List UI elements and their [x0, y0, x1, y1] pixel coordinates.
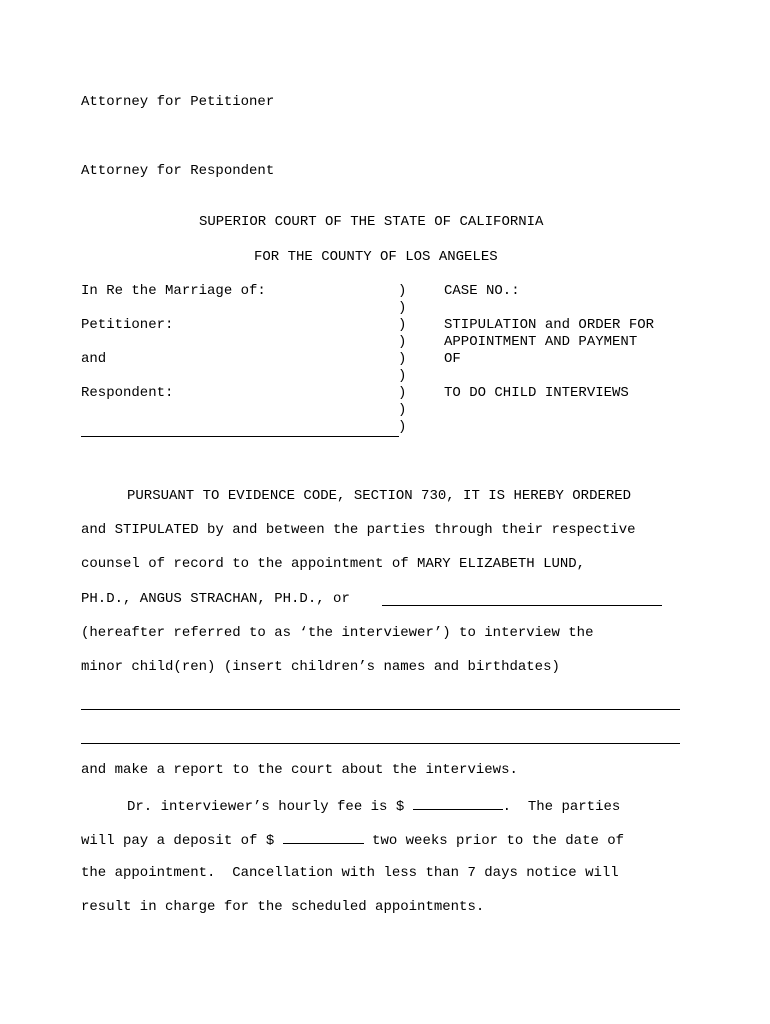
body-line-11: result in charge for the scheduled appointments.	[81, 899, 485, 915]
caption-paren: )	[398, 368, 407, 384]
caption-underline	[81, 436, 399, 437]
caption-paren: )	[398, 402, 407, 418]
court-name: SUPERIOR COURT OF THE STATE OF CALIFORNIA	[199, 214, 544, 230]
deposit-line	[81, 830, 624, 850]
hourly-fee-blank[interactable]	[413, 796, 503, 810]
caption-paren: )	[398, 419, 407, 435]
body-line-3: counsel of record to the appointment of MARY ELIZABETH LUND,	[81, 556, 586, 572]
document-title-line4: TO DO CHILD INTERVIEWS	[444, 385, 629, 401]
caption-paren: )	[398, 351, 407, 367]
caption-petitioner-label: Petitioner:	[81, 317, 174, 333]
court-county: FOR THE COUNTY OF LOS ANGELES	[254, 249, 498, 265]
attorney-for-petitioner: Attorney for Petitioner	[81, 94, 275, 110]
interviewer-name-blank[interactable]	[382, 605, 662, 606]
body-line-10: the appointment. Cancellation with less than 7 days notice will	[81, 865, 619, 881]
fee-line	[127, 796, 620, 816]
caption-paren: )	[398, 300, 407, 316]
caption-paren: )	[398, 334, 407, 350]
children-names-blank-2[interactable]	[81, 743, 680, 744]
document-title-line1: STIPULATION and ORDER FOR	[444, 317, 655, 333]
body-line-6: minor child(ren) (insert children’s names and birthdates)	[81, 659, 560, 675]
body-line-7: and make a report to the court about the interviews.	[81, 762, 518, 778]
case-number-label: CASE NO.:	[444, 283, 520, 299]
body-line-4	[81, 591, 350, 608]
body-line-4-text: PH.D., ANGUS STRACHAN, PH.D., or	[81, 591, 350, 607]
children-names-blank-1[interactable]	[81, 709, 680, 710]
deposit-prefix: will pay a deposit of $	[81, 833, 275, 849]
deposit-suffix: two weeks prior to the date of	[372, 833, 625, 849]
caption-respondent-label: Respondent:	[81, 385, 174, 401]
caption-and-label: and	[81, 351, 107, 367]
body-line-1: PURSUANT TO EVIDENCE CODE, SECTION 730, IT IS HEREBY ORDERED	[127, 488, 632, 504]
body-line-2: and STIPULATED by and between the parties through their respective	[81, 522, 636, 538]
caption-marriage-label: In Re the Marriage of:	[81, 283, 266, 299]
deposit-amount-blank[interactable]	[283, 830, 364, 844]
document-title-line3: OF	[444, 351, 461, 367]
caption-paren: )	[398, 385, 407, 401]
body-line-5: (hereafter referred to as ‘the interviewer’) to interview the	[81, 625, 594, 641]
fee-suffix: . The parties	[502, 799, 621, 815]
document-title-line2: APPOINTMENT AND PAYMENT	[444, 334, 638, 350]
attorney-for-respondent: Attorney for Respondent	[81, 163, 275, 179]
fee-prefix: Dr. interviewer’s hourly fee is $	[127, 799, 405, 815]
caption-paren: )	[398, 317, 407, 333]
caption-paren: )	[398, 283, 407, 299]
